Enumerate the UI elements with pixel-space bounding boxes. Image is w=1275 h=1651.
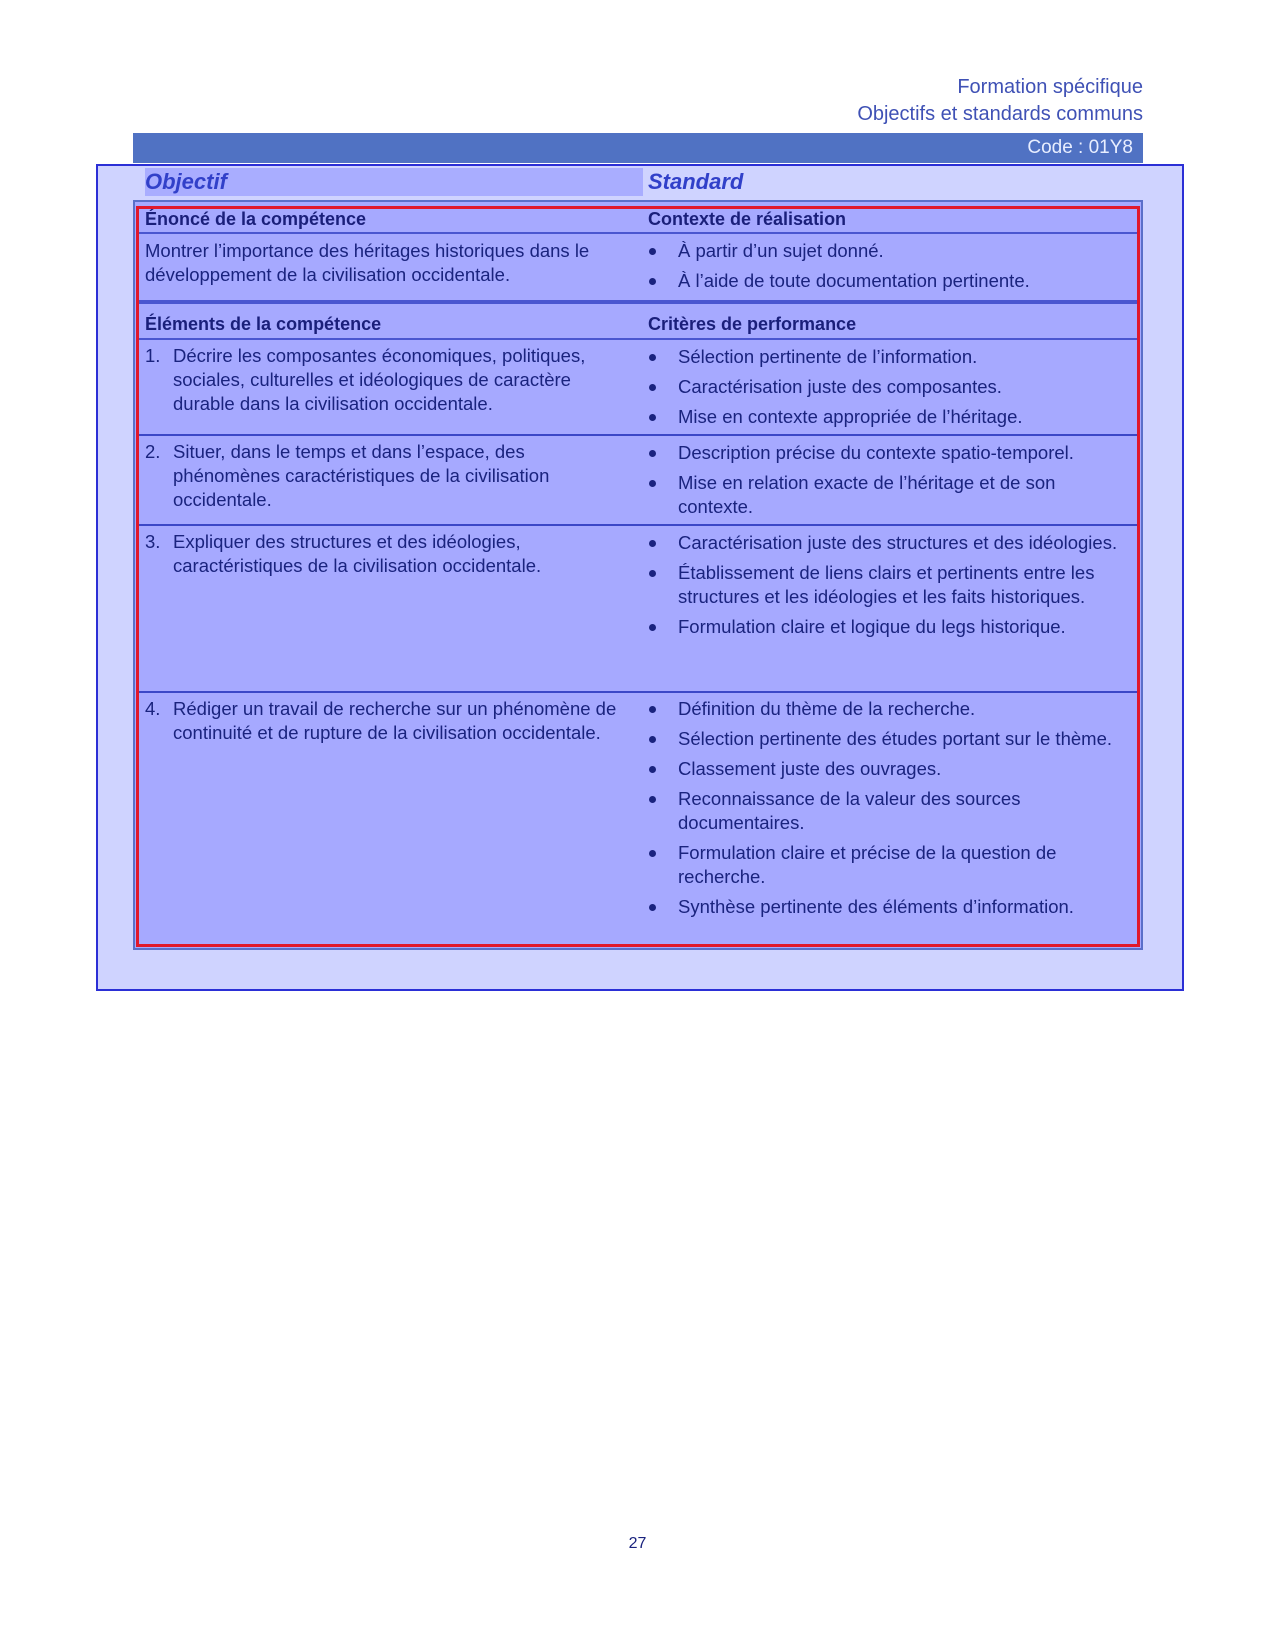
criteria-heading: Critères de performance bbox=[648, 314, 857, 334]
element-number: 1. bbox=[145, 345, 161, 366]
list-item: Reconnaissance de la valeur des sources documentaires. bbox=[648, 787, 1128, 835]
list-item: À partir d’un sujet donné. bbox=[648, 239, 1128, 263]
row-divider bbox=[136, 691, 1140, 693]
bullet-icon bbox=[649, 624, 656, 631]
section-divider bbox=[136, 300, 1140, 304]
objective-column-heading: Objectif bbox=[145, 168, 643, 196]
list-item: Établissement de liens clairs et pertinents entre les structures et les idéologies et les faits historiques. bbox=[648, 561, 1128, 609]
standard-column-heading: Standard bbox=[648, 169, 744, 194]
criteria-list bbox=[648, 441, 1128, 525]
header-program-title: Formation spécifique bbox=[957, 76, 1143, 98]
criteria-list bbox=[648, 697, 1128, 925]
bullet-icon bbox=[649, 384, 656, 391]
list-item: Caractérisation juste des composantes. bbox=[648, 375, 1128, 399]
bullet-icon bbox=[649, 540, 656, 547]
page-number: 27 bbox=[628, 1535, 647, 1552]
element-text: Situer, dans le temps et dans l’espace, des phénomènes caractéristiques de la civilisation occidentale. bbox=[173, 441, 550, 510]
divider bbox=[136, 338, 1140, 340]
bullet-icon bbox=[649, 450, 656, 457]
bullet-icon bbox=[649, 354, 656, 361]
enonce-heading: Énoncé de la compétence bbox=[145, 209, 367, 229]
list-item: Description précise du contexte spatio-temporel. bbox=[648, 441, 1128, 465]
list-item: Formulation claire et précise de la question de recherche. bbox=[648, 841, 1128, 889]
course-code: Code : 01Y8 bbox=[1027, 137, 1133, 158]
list-item: Sélection pertinente de l’information. bbox=[648, 345, 1128, 369]
criteria-list bbox=[648, 345, 1128, 435]
elements-heading: Éléments de la compétence bbox=[145, 314, 382, 334]
bullet-icon bbox=[649, 766, 656, 773]
code-bar bbox=[133, 133, 1143, 163]
bullet-icon bbox=[649, 850, 656, 857]
list-item: Synthèse pertinente des éléments d’information. bbox=[648, 895, 1128, 919]
bullet-icon bbox=[649, 480, 656, 487]
divider bbox=[136, 232, 1140, 234]
contexte-heading: Contexte de réalisation bbox=[648, 209, 847, 229]
header-section-title: Objectifs et standards communs bbox=[857, 103, 1143, 125]
row-divider bbox=[136, 434, 1140, 436]
bullet-icon bbox=[649, 570, 656, 577]
element-number: 3. bbox=[145, 531, 161, 552]
row-divider bbox=[136, 524, 1140, 526]
bullet-icon bbox=[649, 278, 656, 285]
list-item: Définition du thème de la recherche. bbox=[648, 697, 1128, 721]
bullet-icon bbox=[649, 248, 656, 255]
bullet-icon bbox=[649, 736, 656, 743]
contexte-list bbox=[648, 239, 1128, 299]
list-item: À l’aide de toute documentation pertinente. bbox=[648, 269, 1128, 293]
bullet-icon bbox=[649, 706, 656, 713]
bullet-icon bbox=[649, 796, 656, 803]
element-text: Décrire les composantes économiques, politiques, sociales, culturelles et idéologiques de caractère durable dans la civilisation occidentale. bbox=[173, 345, 586, 414]
element-number: 2. bbox=[145, 441, 161, 462]
bullet-icon bbox=[649, 414, 656, 421]
bullet-icon bbox=[649, 904, 656, 911]
element-text: Expliquer des structures et des idéologies, caractéristiques de la civilisation occidentale. bbox=[173, 531, 542, 576]
list-item: Sélection pertinente des études portant sur le thème. bbox=[648, 727, 1128, 751]
enonce-text: Montrer l’importance des héritages historiques dans le développement de la civilisation occidentale. bbox=[145, 240, 590, 285]
list-item: Mise en relation exacte de l’héritage et de son contexte. bbox=[648, 471, 1128, 519]
list-item: Classement juste des ouvrages. bbox=[648, 757, 1128, 781]
element-text: Rédiger un travail de recherche sur un phénomène de continuité et de rupture de la civilisation occidentale. bbox=[173, 698, 617, 743]
list-item: Mise en contexte appropriée de l’héritage. bbox=[648, 405, 1128, 429]
list-item: Formulation claire et logique du legs historique. bbox=[648, 615, 1128, 639]
list-item: Caractérisation juste des structures et des idéologies. bbox=[648, 531, 1128, 555]
criteria-list bbox=[648, 531, 1128, 645]
element-number: 4. bbox=[145, 698, 161, 719]
